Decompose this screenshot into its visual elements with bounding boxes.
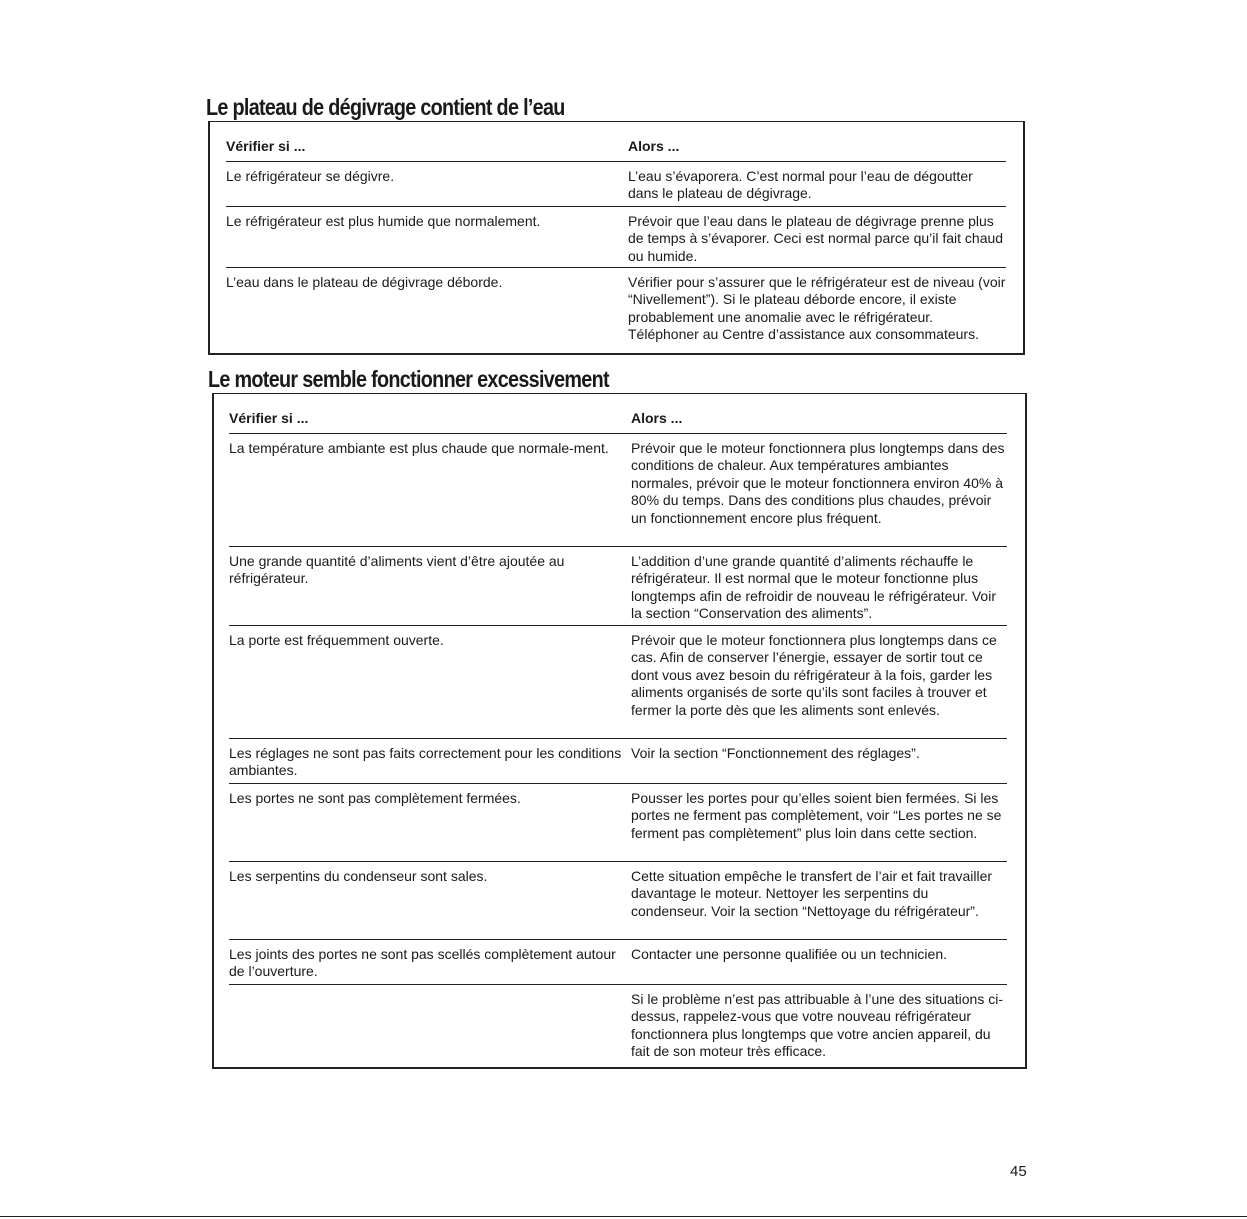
- col-header-then: Alors ...: [631, 410, 683, 426]
- table-row: [229, 547, 1007, 626]
- table-row: [229, 739, 1007, 784]
- then-cell: Prévoir que le moteur fonctionnera plus longtemps dans des conditions de chaleur. Aux températures ambiantes normales, prévoir que le moteur fonctionnera environ 40% à 80% du temps. Dans des conditions plus chaudes, prévoir un fonctionnement encore plus fréquent.: [631, 440, 1005, 526]
- table-row: [229, 862, 1007, 940]
- then-cell: Si le problème n’est pas attribuable à l’une des situations ci-dessus, rappelez-vous que votre nouveau réfrigérateur fonctionnera plus longtemps que votre ancien appareil, du fait de son moteur très efficace.: [631, 991, 1003, 1060]
- then-cell: Voir la section “Fonctionnement des réglages”.: [631, 745, 920, 761]
- check-cell: Les portes ne sont pas complètement fermées.: [229, 790, 521, 806]
- then-cell: Prévoir que l’eau dans le plateau de dégivrage prenne plus de temps à s’évaporer. Ceci est normal parce qu’il fait chaud ou humide.: [628, 213, 1004, 264]
- then-cell: Vérifier pour s’assurer que le réfrigérateur est de niveau (voir “Nivellement”). Si le plateau déborde encore, il existe probablement une anomalie avec le réfrigérateur. Téléphoner au Centre d’assistance aux consommateurs.: [628, 274, 1006, 343]
- check-cell: Une grande quantité d’aliments vient d’être ajoutée au réfrigérateur.: [229, 553, 565, 587]
- table-row: [226, 268, 1006, 346]
- check-cell: La température ambiante est plus chaude que normale-ment.: [229, 440, 609, 456]
- section-title-motor-runs: Le moteur semble fonctionner excessivement: [208, 366, 609, 392]
- table-header: [229, 410, 1007, 434]
- check-cell: Le réfrigérateur se dégivre.: [226, 168, 395, 184]
- then-cell: L’eau s’évaporera. C’est normal pour l’eau de dégoutter dans le plateau de dégivrage.: [628, 168, 973, 202]
- check-cell: Les serpentins du condenseur sont sales.: [229, 868, 488, 884]
- then-cell: Contacter une personne qualifiée ou un technicien.: [631, 946, 947, 962]
- then-cell: Prévoir que le moteur fonctionnera plus longtemps dans ce cas. Afin de conserver l’énergie, essayer de sortir tout ce dont vous avez besoin du réfrigérateur à la fois, garder les aliments organisés de sorte qu’ils sont faciles à trouver et fermer la porte dès que les aliments sont enlevés.: [631, 632, 997, 718]
- check-cell: Les joints des portes ne sont pas scellés complètement autour de l’ouverture.: [229, 946, 616, 980]
- table-row: [229, 434, 1007, 547]
- table-row: [229, 985, 1007, 1067]
- col-header-check: Vérifier si ...: [226, 138, 306, 154]
- then-cell: L’addition d’une grande quantité d’aliments réchauffe le réfrigérateur. Il est normal que le moteur fonctionne plus longtemps afin de refroidir de nouveau le réfrigérateur. Voir la section “Conservation des aliments”.: [631, 553, 996, 622]
- check-cell: Les réglages ne sont pas faits correctement pour les conditions ambiantes.: [229, 745, 622, 779]
- check-cell: L’eau dans le plateau de dégivrage déborde.: [226, 274, 503, 290]
- defrost-pan-table: [226, 138, 1006, 346]
- table-row: [229, 626, 1007, 739]
- table-header: [226, 138, 1006, 162]
- page-number: 45: [1010, 1163, 1027, 1180]
- page-bottom-rule: [0, 1216, 1247, 1217]
- then-cell: Pousser les portes pour qu’elles soient bien fermées. Si les portes ne ferment pas complètement, voir “Les portes ne se ferment pas complètement” plus loin dans cette section.: [631, 790, 1002, 841]
- col-header-check: Vérifier si ...: [229, 410, 309, 426]
- table-row: [226, 207, 1006, 268]
- check-cell: La porte est fréquemment ouverte.: [229, 632, 444, 648]
- motor-runs-table: [229, 410, 1007, 1067]
- table-row: [229, 784, 1007, 862]
- check-cell: Le réfrigérateur est plus humide que normalement.: [226, 213, 541, 229]
- check-cell: [229, 991, 631, 1067]
- table-row: [226, 162, 1006, 207]
- col-header-then: Alors ...: [628, 138, 680, 154]
- table-row: [229, 940, 1007, 985]
- then-cell: Cette situation empêche le transfert de l’air et fait travailler davantage le moteur. Nettoyer les serpentins du condenseur. Voir la section “Nettoyage du réfrigérateur”.: [631, 868, 993, 919]
- section-title-defrost-pan: Le plateau de dégivrage contient de l’eau: [206, 94, 565, 120]
